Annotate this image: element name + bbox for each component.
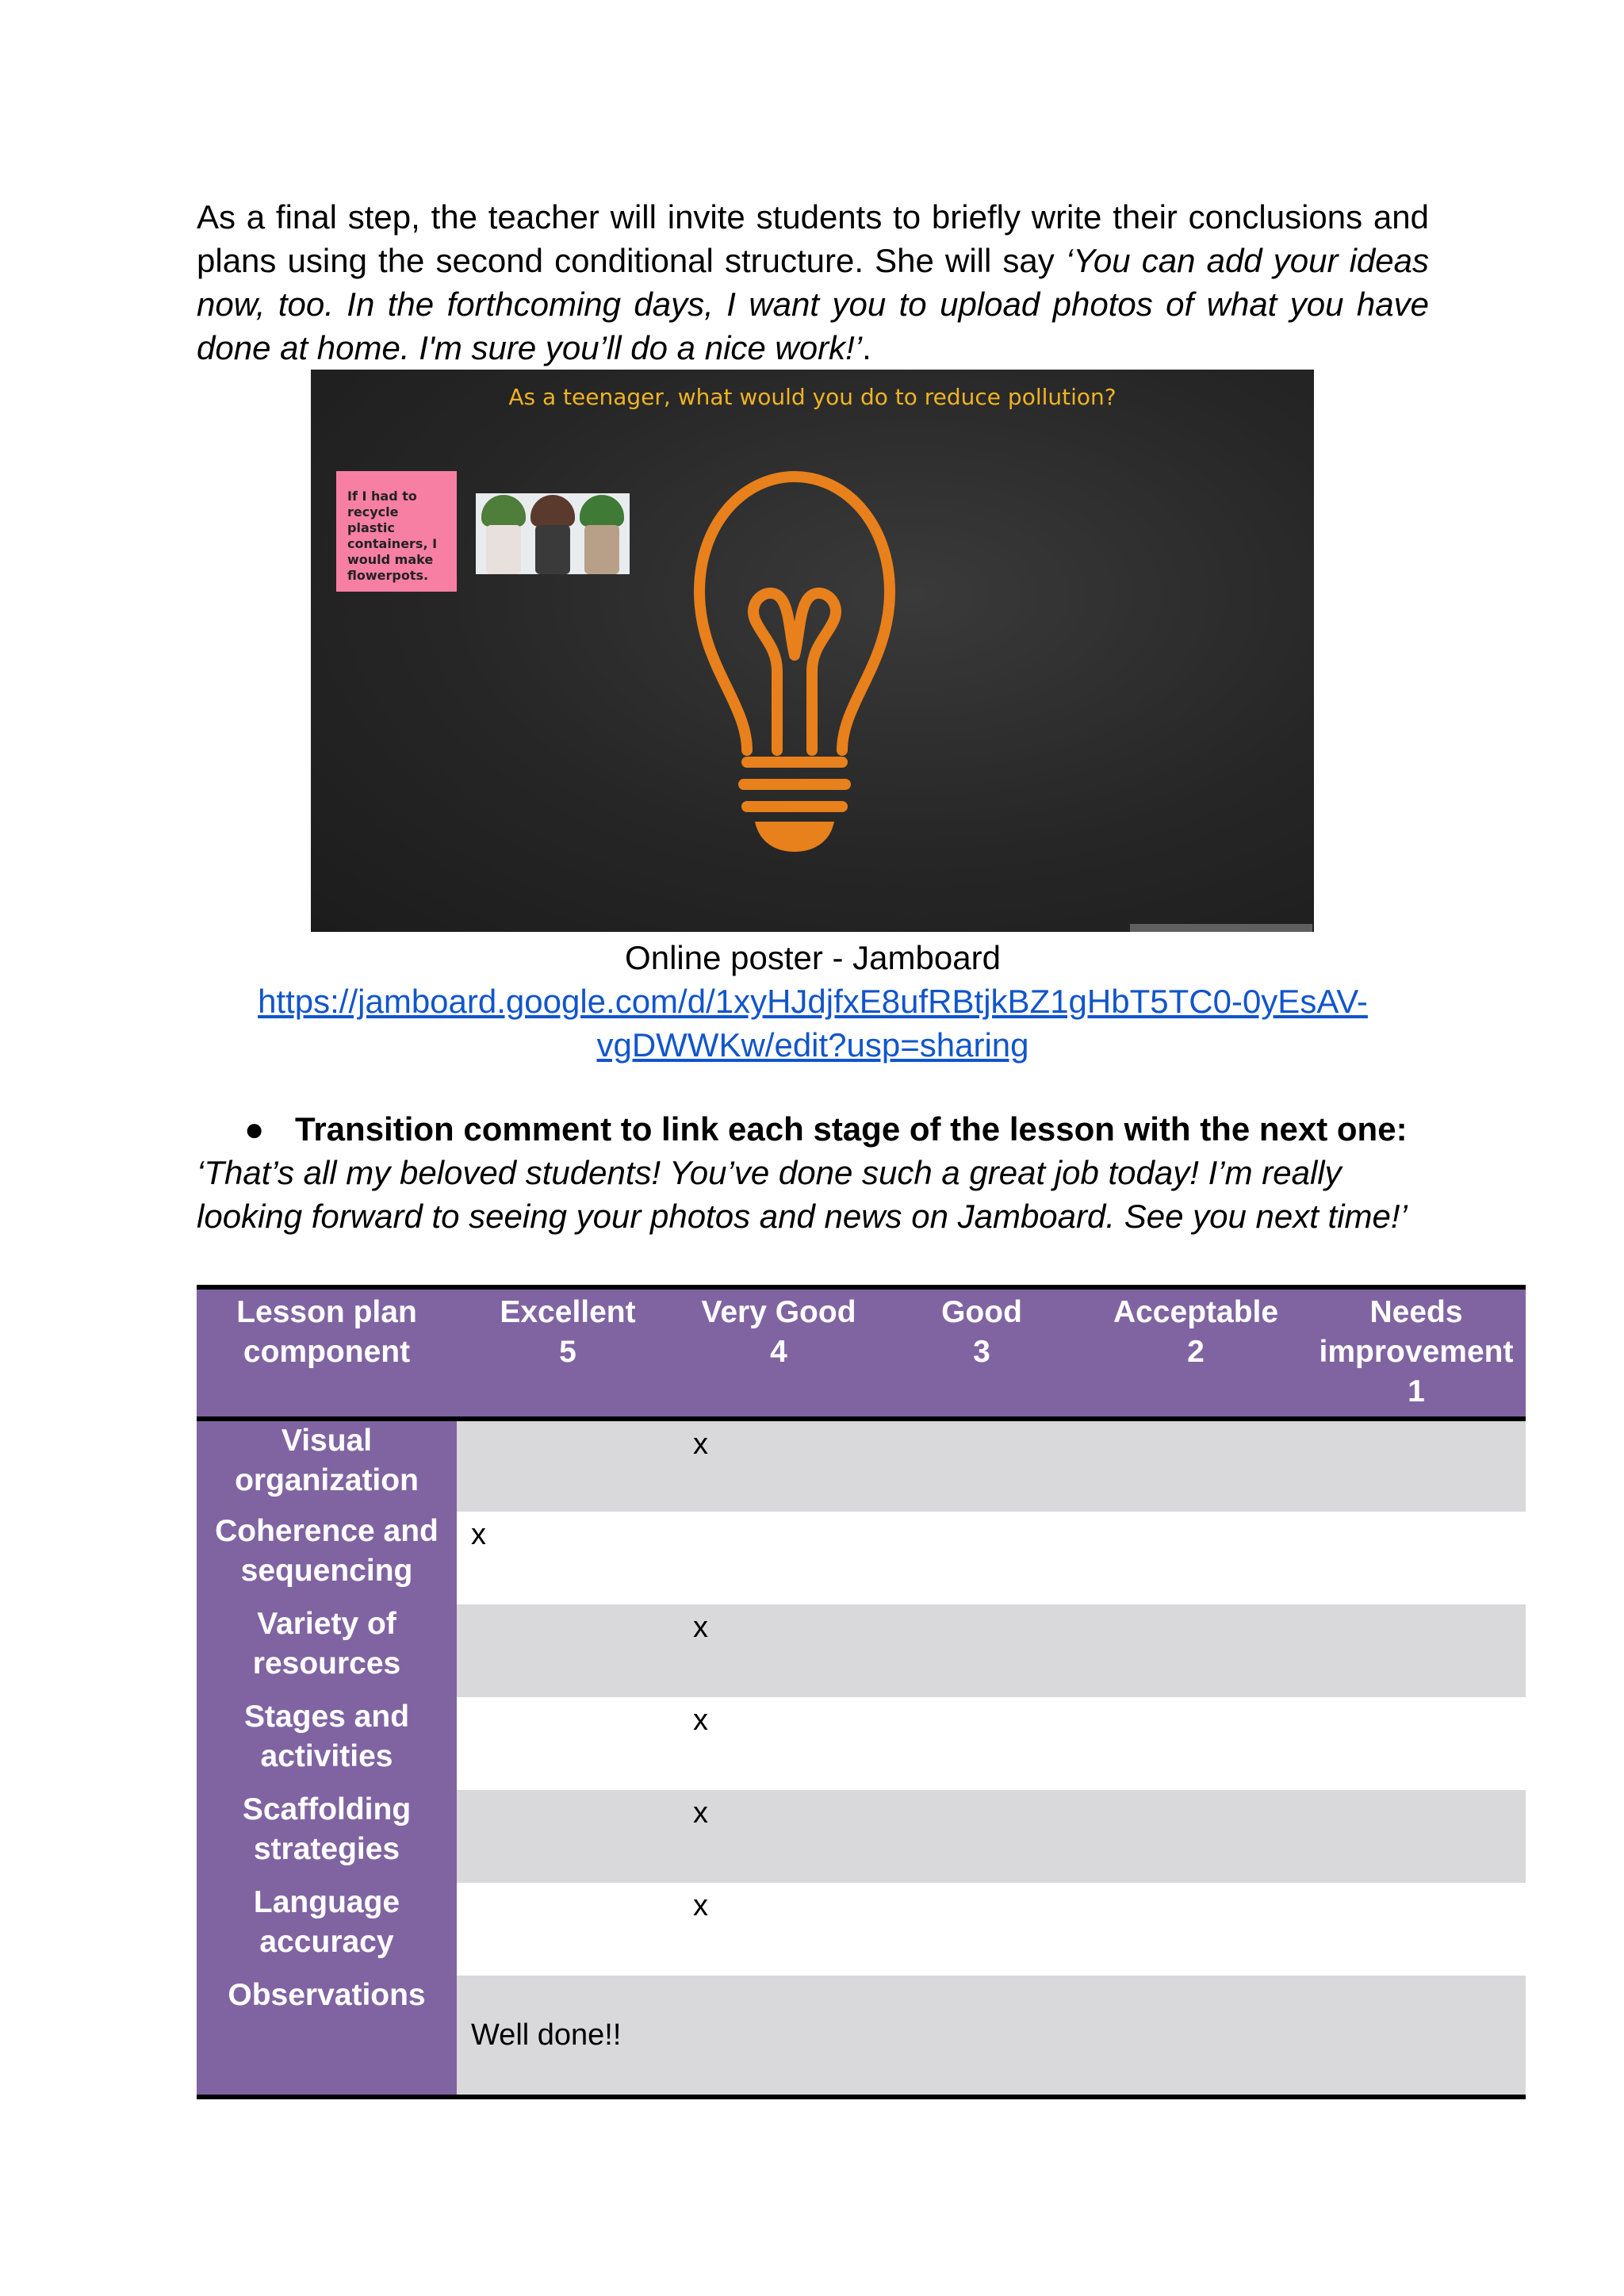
table-cell [1307, 1604, 1526, 1697]
observations-row [197, 1976, 1526, 2097]
bullet-icon: ● [244, 1110, 265, 1148]
poster-title: As a teenager, what would you do to reduce pollution? [508, 384, 1116, 410]
table-cell [879, 1419, 1085, 1512]
table-row [197, 1512, 1526, 1604]
transition-heading [244, 1107, 1408, 1151]
row-label: Scaffolding strategies [197, 1790, 457, 1883]
figure-caption: Online poster - Jamboard [625, 939, 1001, 976]
lightbulb-icon [691, 465, 898, 861]
table-row [197, 1697, 1526, 1790]
table-cell: x [679, 1697, 879, 1790]
table-cell [1307, 1419, 1526, 1512]
quote-line-1: ‘That’s all my beloved students! You’ve done such a great job today! I’m really [197, 1154, 1342, 1191]
watermark [1130, 924, 1312, 932]
table-cell [457, 1790, 679, 1883]
table-cell [1307, 1790, 1526, 1883]
table-row [197, 1883, 1526, 1976]
row-label: Language accuracy [197, 1883, 457, 1976]
rubric-header-row [197, 1287, 1526, 1419]
flowerpot-1 [481, 495, 526, 574]
row-label: Visual organization [197, 1419, 457, 1512]
table-cell [1085, 1419, 1307, 1512]
table-row [197, 1419, 1526, 1512]
table-row [197, 1790, 1526, 1883]
observations-text: Well done!! [471, 2018, 622, 2052]
transition-heading-text: Transition comment to link each stage of the lesson with the next one: [295, 1110, 1408, 1148]
quote-line-2: looking forward to seeing your photos and news on Jamboard. See you next time!’ [197, 1198, 1408, 1235]
table-cell [879, 1790, 1085, 1883]
table-cell [457, 1883, 679, 1976]
intro-end: . [862, 329, 871, 366]
table-cell [457, 1419, 679, 1512]
transition-quote [197, 1151, 1465, 1238]
table-row [197, 1604, 1526, 1697]
table-cell: x [679, 1604, 879, 1697]
table-cell [1085, 1604, 1307, 1697]
intro-quote: ‘You can add your ideas now, too. In the forthcoming days, I want you to upload photos of what you have done at home. I'm sure you’ll do a nice work!’ [197, 242, 1429, 366]
table-cell [879, 1604, 1085, 1697]
observations-label: Observations [197, 1976, 457, 2097]
table-cell [1307, 1512, 1526, 1604]
header-excellent: Excellent 5 [457, 1287, 679, 1419]
header-needs-improvement: Needs improvement 1 [1307, 1287, 1526, 1419]
table-cell [879, 1512, 1085, 1604]
intro-text: As a final step, the teacher will invite students to briefly write their conclusions and plans using the second conditional structure. She will say [197, 198, 1429, 279]
header-lesson-plan-component: Lesson plan component [197, 1287, 457, 1419]
flowerpot-3 [580, 495, 624, 574]
table-cell [1085, 1697, 1307, 1790]
row-label: Coherence and sequencing [197, 1512, 457, 1604]
observations-cell [457, 1976, 1526, 2097]
table-cell [879, 1697, 1085, 1790]
table-cell [879, 1883, 1085, 1976]
table-cell [457, 1697, 679, 1790]
intro-paragraph [197, 195, 1429, 370]
sticky-note: If I had to recycle plastic containers, I would make flowerpots. [336, 471, 457, 592]
jamboard-poster-image [311, 370, 1314, 932]
table-cell [1307, 1883, 1526, 1976]
table-cell [457, 1604, 679, 1697]
jamboard-link-line1[interactable]: https://jamboard.google.com/d/1xyHJdjfxE8ufRBtjkBZ1gHbT5TC0-0yEsAV- [258, 983, 1368, 1020]
table-cell [1085, 1883, 1307, 1976]
jamboard-link-line2[interactable]: vgDWWKw/edit?usp=sharing [596, 1026, 1029, 1064]
table-cell [1307, 1697, 1526, 1790]
header-acceptable: Acceptable 2 [1085, 1287, 1307, 1419]
flowerpots-photo [476, 493, 630, 574]
rubric-table [197, 1285, 1526, 2099]
header-good: Good 3 [879, 1287, 1085, 1419]
flowerpot-2 [530, 495, 575, 574]
table-cell: x [679, 1790, 879, 1883]
table-cell [679, 1512, 879, 1604]
table-cell: x [679, 1419, 879, 1512]
row-label: Variety of resources [197, 1604, 457, 1697]
table-cell [1085, 1512, 1307, 1604]
table-cell: x [457, 1512, 679, 1604]
table-cell [1085, 1790, 1307, 1883]
header-very-good: Very Good 4 [679, 1287, 879, 1419]
table-cell: x [679, 1883, 879, 1976]
row-label: Stages and activities [197, 1697, 457, 1790]
